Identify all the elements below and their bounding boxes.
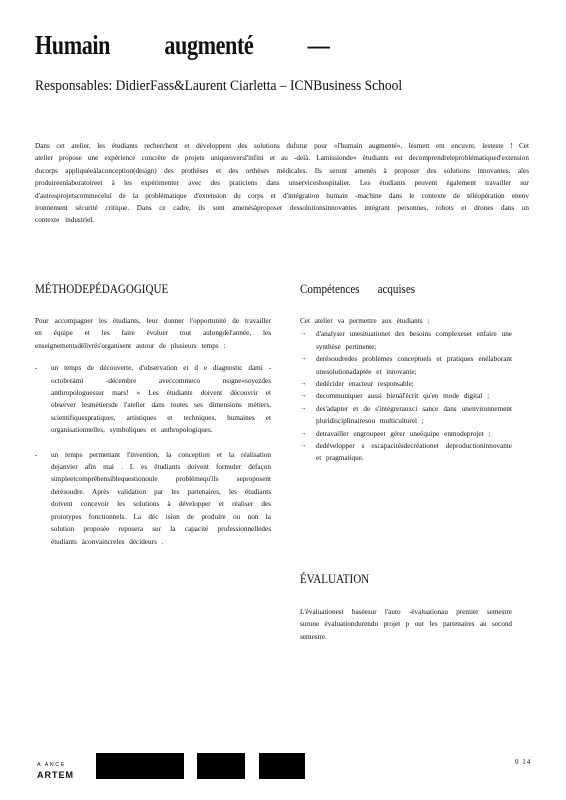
redaction-box [96, 753, 184, 779]
list-item: - un temps de découverte, d'observation et d e diagnostic dami -octobreàmi -décembre aveccommeco nsigne«soyezdes anthropologuessur mars! » Les étudiants doivent découvrir et observer lesmétiersde l'atelier dans toutes ses dimensions métiers, scientifiquespratiques, artistiques et techniques, humaines et organisationnelles, symboliques et anthropologiques. [35, 362, 271, 436]
competences-heading: Compétences acquises [300, 281, 416, 296]
artem-logo [37, 760, 74, 780]
page-subtitle: Responsables: DidierFass&Laurent Ciarletta – ICNBusiness School [35, 78, 403, 94]
logo-brand-text: ARTEM [37, 770, 74, 780]
page-number: 0 14 [515, 758, 532, 766]
intro-paragraph: Dans cet atelier, les étudiants recherchent et développent des solutions dufutur pour «l'humain augmenté», lesmett ent encuvre, lestestе ! Cet atelier propose une expérience concrète de projets uniquesversl'infini et au -delà. Lamissionde« étudiants est decomprendreleproblématiqued'extension ducorps appliquéeàlaconception(design) des prothèses et des orthèses médicales. Ils seront amenés à proposer des solutions innovantes, ales produireenlaboratoireet à les expérimenter avec des praticiens dans unserviceshospitalier. Les étudiants peuvent également travailler sur d'autresprojetscommeceluí de la problématique d'extension du corps et d'intégration humain -machine dans le contexte de téléopération enenv ironnement sécurité critique. Dans ce cadre, ils sont amenésàproposer dessolutionsinnovantes intégrant personnes, robots et drones dans un contexte industriel. [35, 142, 529, 225]
logo-small-text: A ANCE [37, 762, 66, 768]
list-item: → derésoudredes problèmes conceptuels et pratiques enélaborant unesolutionadaptée et innovante; [300, 353, 512, 378]
redaction-box [259, 753, 305, 779]
competences-list [300, 328, 512, 464]
redaction-box [197, 753, 245, 779]
evaluation-heading: ÉVALUATION [300, 571, 370, 586]
methode-section [35, 315, 271, 560]
methode-heading: MÉTHODEPÉDAGOGIQUE [35, 281, 169, 296]
list-item: → dedécider enacteur responsable; [300, 378, 512, 390]
competences-section [300, 315, 512, 465]
list-item: → decommuniquer aussi bienàl'écrit qu'en mode digital ; [300, 390, 512, 402]
competences-intro: Cet atelier va permettre aux étudiants : [300, 317, 430, 325]
list-item: → d'analyser unesituationet des besoins complexeset enfaire une synthèse pertinente; [300, 328, 512, 353]
evaluation-text: L'évaluationest baséesur l'auto -évaluationau premier semestre surune évaluationdurendu projet p our les partenaires au second semestre. [300, 608, 512, 641]
list-item: - un temps permettant l'invention, la conception et la réalisation dejanvier afin mai . L es étudiants doivent formuler defaçon simpleetcompréhensiblequestionoule problèmequ'ils seproposent derésoudre. Après validation par les partenaires, les étudiants doivent concevoir les solutions à développer et réaliser des prototypes fonctionnels. La déc ision de produire ou non la solution proposée reposera sur la capacité professionnelledes étudiants àconvaincreles décideurs . [35, 449, 271, 548]
list-item: → des'adapter et de s'intégrerauxci sance dans unenvironnement pluridisciplinairesou multiculturel ; [300, 403, 512, 428]
list-item: → dedévelopper s escapacitésdecréationet deproductioninnovante et pragmatique. [300, 440, 512, 465]
list-item: → detravailler engroupeet gérer uneéquipe enmodeprojet ; [300, 428, 512, 440]
methode-intro: Pour accompagner les étudiants, leur donner l'opportunité de travailler en équipe et les faire évoluer tout aulongdel'année, les enseignementsdélivrés'organisent autour de plusieurs temps : [35, 317, 271, 350]
methode-list [35, 362, 271, 548]
page-title: Humain augmenté — [35, 30, 330, 60]
